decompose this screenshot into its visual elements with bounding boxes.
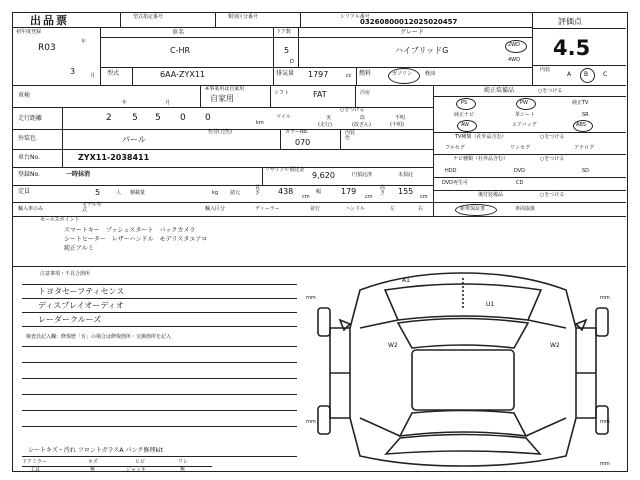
note-line-3: レーダークルーズ: [38, 315, 102, 324]
sheet-title: 出品票: [30, 14, 69, 27]
manual-book: 車両取扱: [515, 206, 536, 212]
length-unit: cm: [302, 194, 310, 200]
footer-h2: キズ: [88, 459, 98, 465]
damage-mark-a1: A1: [402, 277, 410, 284]
footer-v4: 無: [180, 467, 186, 473]
media-cd: CD: [516, 180, 524, 186]
mileage-check-note: ○をつける: [340, 107, 365, 113]
selling-line-1: スマートキー プッシュスタート バックカメラ: [64, 227, 196, 234]
handle-right: 右: [418, 206, 424, 212]
tread-mm-fl: mm: [306, 295, 316, 301]
footer-h1: ドアミラー: [22, 459, 47, 465]
interior-grade-label: 内装: [540, 67, 551, 73]
width-unit: cm: [365, 194, 373, 200]
interior-color-label: 内装色: [345, 130, 356, 141]
serial-label: シリアル番号: [340, 14, 370, 20]
door-suffix: D: [290, 59, 294, 65]
mileage-digit-3: 5: [155, 113, 161, 123]
note-line-2: ディスプレイオーディオ: [38, 301, 124, 310]
insp-month-unit: 月: [165, 100, 171, 106]
first-reg-label: 初年度登録: [16, 29, 42, 35]
warranty-book: 新車保証書: [460, 206, 486, 212]
serial-number: 03260800012025020457: [360, 18, 458, 26]
cc-unit: cc: [346, 73, 352, 79]
mileage-digit-1: 2: [106, 113, 112, 123]
mileage-digit-2: 5: [132, 113, 138, 123]
temporary-cancel: 一時抹消: [66, 171, 91, 178]
first-reg-year: R03: [38, 43, 56, 53]
mileage-label: 走行距離: [18, 115, 43, 122]
equip-pw: PW: [520, 100, 528, 106]
maker: C-HR: [170, 46, 191, 55]
chassis-number: ZYX11-2038411: [78, 153, 150, 162]
dealer-label: ディーラー: [255, 206, 280, 212]
recycle-label: リサイクル預託金: [265, 167, 305, 173]
mileage-opt-3: 不明: [395, 115, 406, 121]
length: 438: [278, 187, 294, 196]
displacement-label: 排気量: [276, 70, 295, 77]
equipment-note: ○をつける: [538, 88, 563, 94]
equip-leather: 革シート: [515, 112, 536, 118]
selling-points-label: セールスポイント: [40, 217, 80, 223]
exterior-color: パール: [122, 135, 146, 144]
footer-h4: ワレ: [178, 459, 189, 465]
first-reg-month: 3: [70, 67, 76, 76]
damage-mark-w2-left: W2: [388, 342, 398, 349]
recycle-amount: 9,620: [312, 171, 335, 180]
equip-abs: ABS: [576, 122, 586, 128]
capacity-unit: 人: [116, 190, 122, 196]
usage: 自家用: [210, 94, 234, 103]
load-unit: kg: [212, 190, 219, 196]
mileage-note-1: (走行): [318, 122, 332, 128]
tv-analog: アナログ: [574, 145, 595, 151]
notes-bottom-line: シートキズ・汚れ フロントガラスA パンク修理kit: [28, 447, 163, 454]
width: 179: [341, 187, 357, 196]
handle-left: 左: [390, 206, 396, 212]
footer-h3: ヒビ: [135, 459, 146, 465]
insp-year-unit: 年: [122, 100, 128, 106]
equip-navi: 純正ナビ: [454, 112, 475, 118]
mileage-digit-5: 0: [205, 113, 211, 123]
damage-mark-w2-right: W2: [550, 342, 560, 349]
equip-sr: SR: [582, 112, 589, 118]
tread-mm-fr: mm: [600, 295, 610, 301]
mileage-note-2: (改ざん): [352, 122, 371, 128]
interior-c: C: [603, 71, 608, 78]
shift: FAT: [313, 90, 327, 99]
km-unit: km: [256, 120, 264, 126]
inspector-label: 検査員記入欄：修復歴「有」の場合は修復箇所・交換箇所を記入: [26, 334, 172, 340]
color-no-label: カラーNo.: [285, 129, 309, 135]
mileage-digit-4: 0: [180, 113, 186, 123]
type-label: 型式: [107, 70, 120, 77]
shift-label: シフト: [274, 90, 290, 96]
category-label: 類別区分番号: [228, 14, 259, 20]
grade-label: グレード: [400, 29, 425, 36]
displacement: 1797: [308, 70, 329, 79]
tread-mm-spare: mm: [600, 461, 610, 467]
equip-aw: AW: [461, 122, 470, 128]
inspection-label: 車検: [18, 92, 31, 99]
fuel: ガソリン: [392, 71, 413, 77]
mileage-opt-2: 改: [360, 115, 366, 121]
height-label: 高さ: [380, 185, 386, 196]
interior-a: A: [567, 71, 572, 78]
recycle-unit: 円預託済: [352, 172, 373, 178]
model-year-label: モデル年式: [82, 202, 102, 213]
mileage-opt-1: 実: [326, 115, 332, 121]
note-line-1: トヨタセーフティセンス: [38, 287, 125, 296]
navi-dvd: DVD: [514, 168, 526, 174]
capacity-label: 定員: [18, 188, 31, 195]
footer-v1: 工具: [30, 467, 41, 473]
diesel-label: 軽油: [425, 71, 436, 77]
recycle-note: 未預託: [398, 172, 414, 178]
load-label: 積載量: [130, 190, 146, 196]
doors: 5: [284, 46, 290, 55]
after-equipment-label: 後付装備品: [478, 192, 504, 198]
tv-fullseg: フルセグ: [445, 145, 465, 151]
navi-sd: SD: [582, 168, 590, 174]
navi-type-label: ナビ種類（社外品含む）: [453, 156, 509, 162]
ac-label: 冷房: [360, 90, 371, 96]
color-no: 070: [295, 138, 311, 147]
fuel-label: 燃料: [359, 70, 372, 77]
after-equipment-note: ○をつける: [540, 192, 565, 198]
media-dvd: DVD再生可: [442, 180, 469, 186]
equip-airbag: エアバッグ: [512, 122, 537, 128]
handle-label: ハンドル: [345, 206, 366, 212]
equipment-label: 純正装備品: [484, 87, 515, 94]
mileage-note-3: (不明): [390, 122, 404, 128]
navi-type-note: ○をつける: [540, 156, 565, 162]
equip-tv: 純正TV: [572, 100, 589, 106]
capacity: 5: [95, 188, 101, 197]
doors-label: ドア数: [276, 29, 291, 35]
maker-label: 車名: [172, 29, 185, 36]
month-unit: 月: [90, 73, 96, 79]
import-division-label: 輸入区分: [205, 206, 226, 212]
registration-label: 登録No.: [18, 171, 40, 178]
cert-label: 型式指定番号: [133, 14, 164, 20]
tread-mm-rr: mm: [600, 419, 610, 425]
notes-label: 注意事項・不具合箇所: [40, 271, 91, 277]
height-unit: cm: [420, 194, 428, 200]
footer-v2: 無: [90, 467, 96, 473]
height: 155: [398, 187, 414, 196]
tv-type-note: ○をつける: [540, 134, 565, 140]
car-damage-diagram: [300, 268, 626, 468]
chassis-label: 車台No.: [18, 154, 40, 161]
grade: ハイブリッドG: [395, 46, 449, 55]
usage-label: ※事業用は自家用: [205, 86, 245, 92]
damage-mark-u1: U1: [486, 301, 495, 308]
import-label: 輸入車のみ: [18, 206, 44, 212]
score: 4.5: [553, 36, 591, 60]
color-label: 外装色: [18, 135, 37, 142]
selling-line-2: シートヒーター レザーハンドル モデリスタエアロ: [64, 236, 208, 243]
parallel-label: 並行: [310, 206, 321, 212]
drive-4wd: 4WD: [508, 57, 520, 63]
navi-hdd: HDD: [445, 168, 457, 174]
tv-type-label: TV種類（社外品含む）: [455, 134, 507, 140]
model-type: 6AA-ZYX11: [160, 70, 205, 79]
equip-ps: PS: [461, 100, 468, 106]
interior-b: B: [584, 71, 589, 78]
selling-line-3: 純正アルミ: [64, 245, 94, 252]
width-label: 幅: [316, 189, 322, 195]
color-code-label: 色替(元色): [208, 129, 232, 135]
tread-mm-rl: mm: [306, 419, 316, 425]
size-label: 諸元: [230, 190, 241, 196]
length-label: 長さ: [255, 185, 261, 196]
mile-label: マイル: [276, 114, 291, 120]
tv-oneseg: ワンセグ: [510, 145, 531, 151]
year-unit: 年: [81, 39, 87, 45]
grade-title: 評価点: [558, 17, 582, 26]
drive-2wd: 2WD: [508, 42, 520, 48]
footer-v3: ジャッキ: [126, 467, 146, 473]
